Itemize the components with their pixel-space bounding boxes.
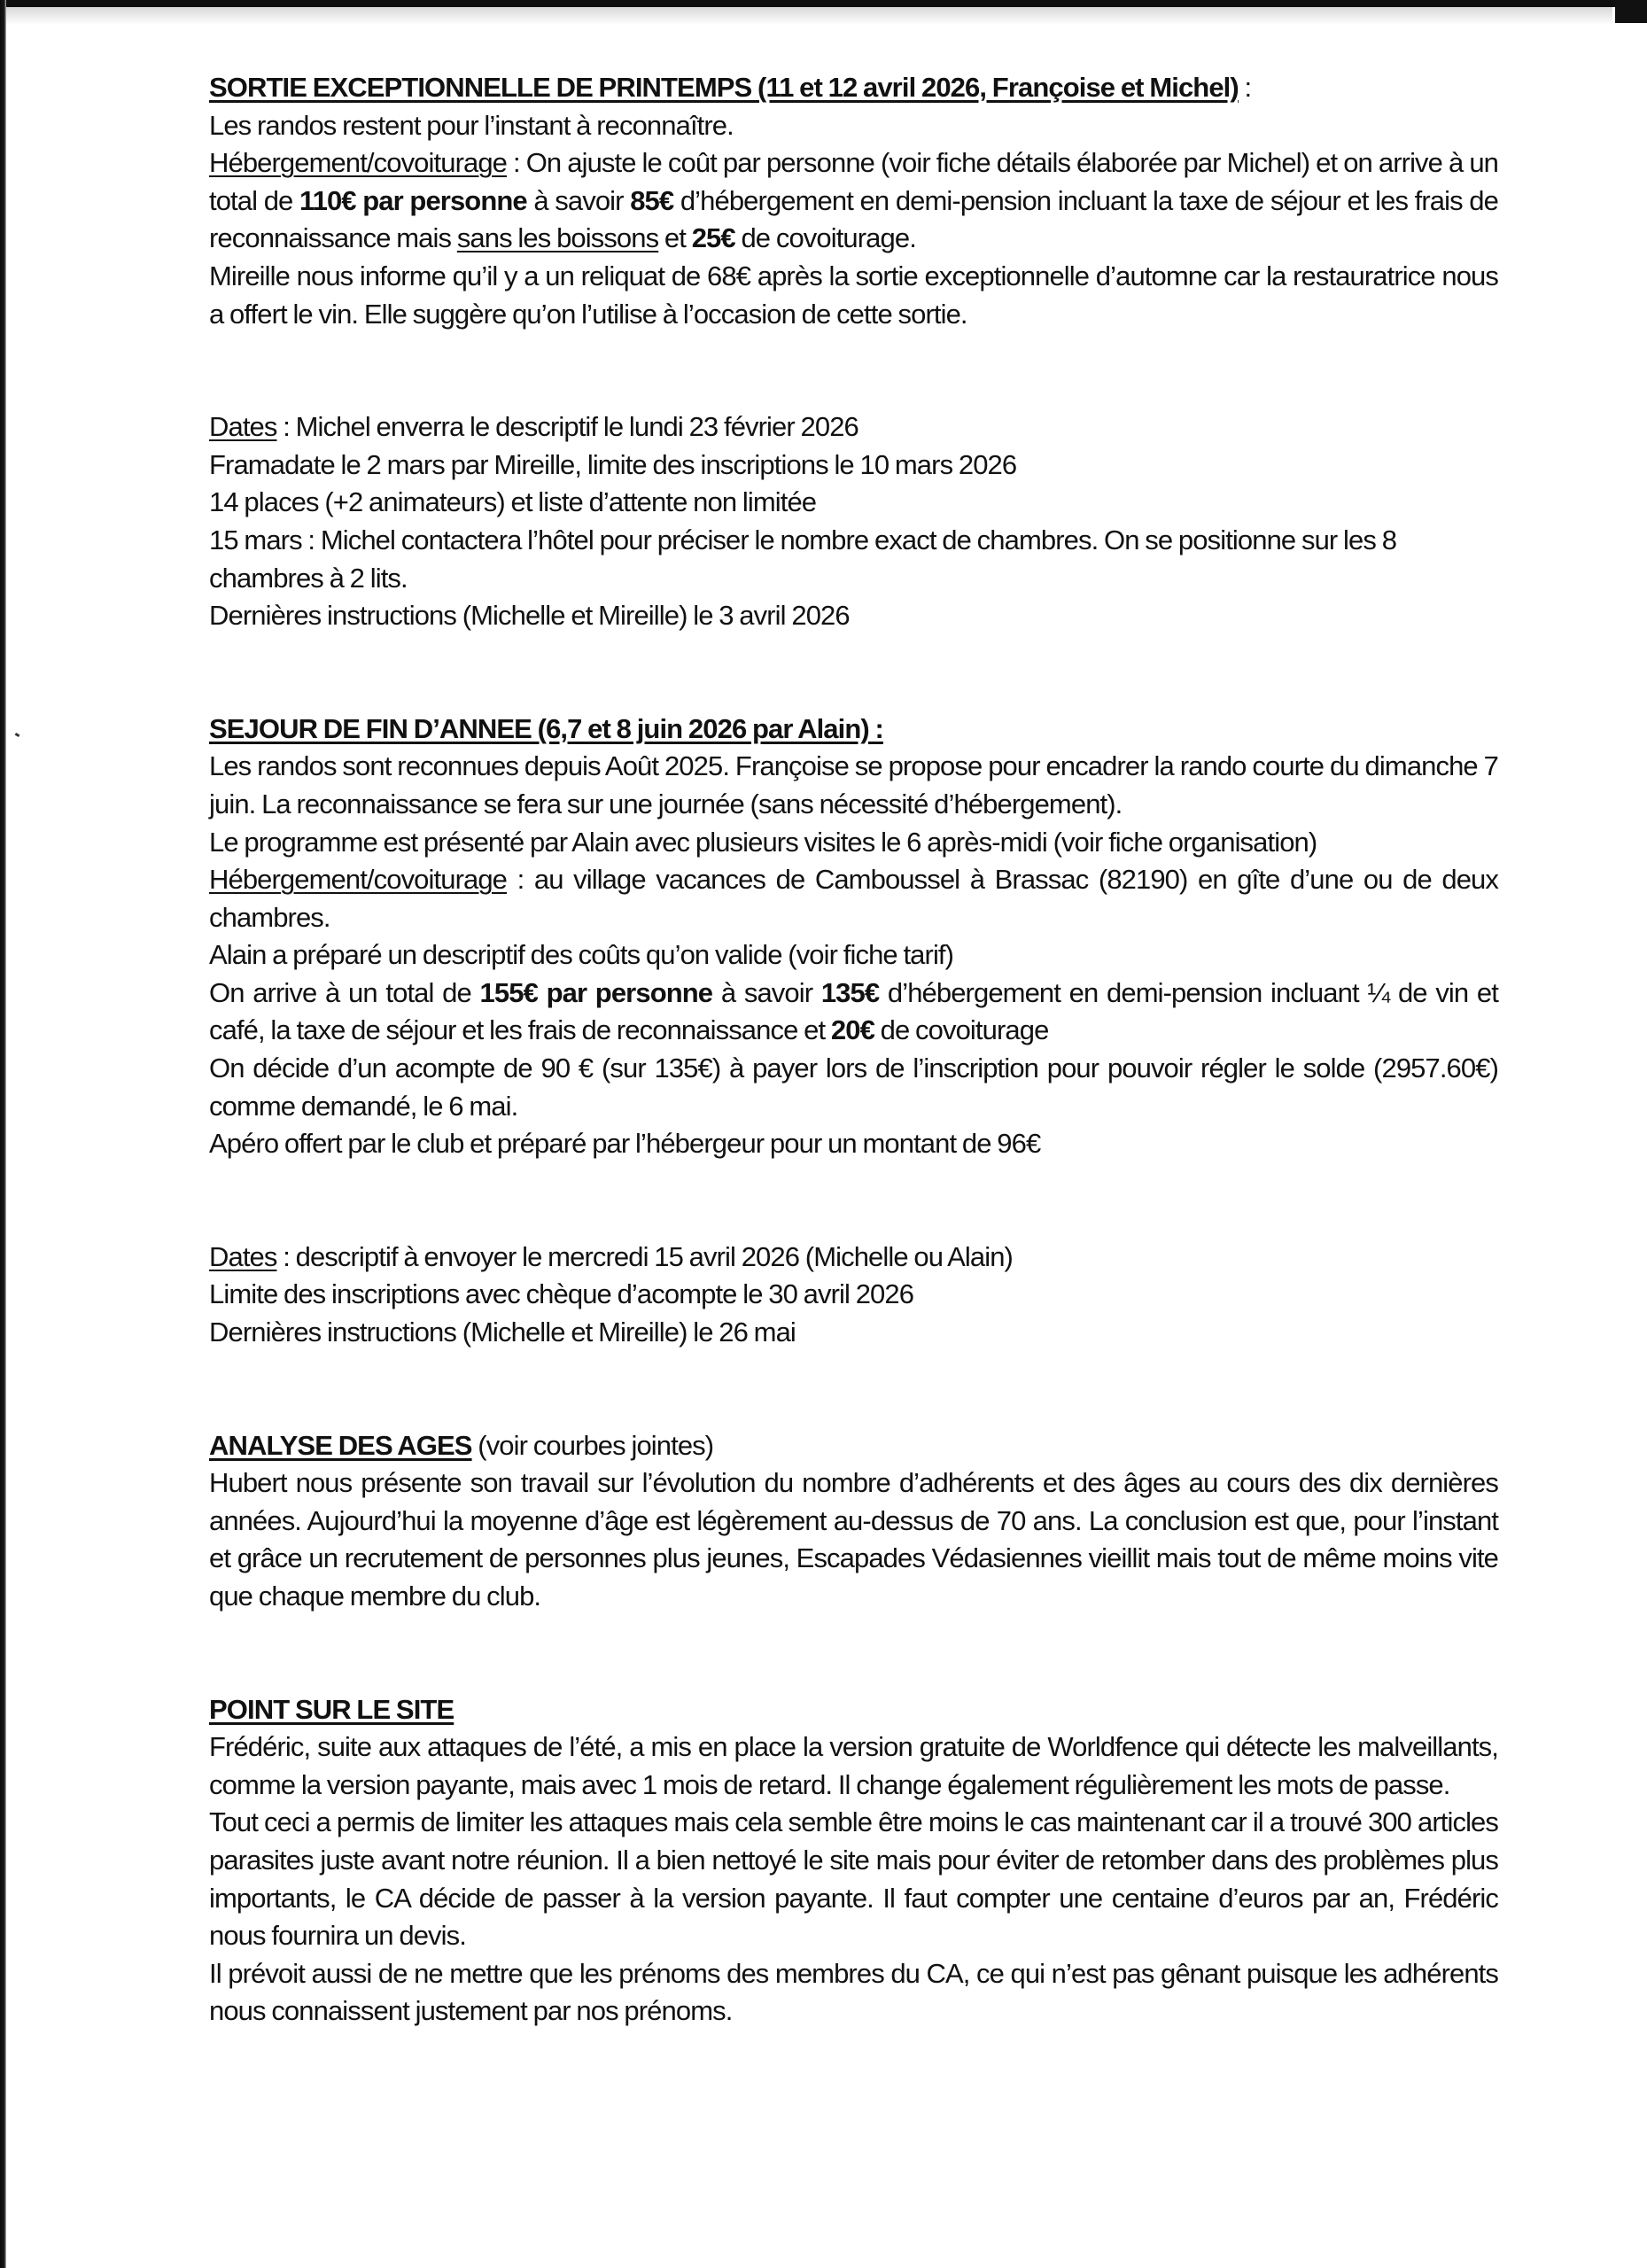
text-run: et: [658, 222, 692, 254]
text-run: d’hébergement en demi-pension incluant ¼ de vin et café, la taxe de séjour et les frais de reconnaissance et: [209, 976, 1498, 1046]
scan-top-border: [0, 0, 1647, 7]
section-sejour-fin-annee: [209, 711, 1498, 1352]
hebergement-label: Hébergement/covoiturage: [209, 147, 508, 179]
intro-text: Les randos restent pour l’instant à reconnaître.: [209, 109, 734, 141]
intro-paragraph: Les randos sont reconnues depuis Août 2025. Françoise se propose pour encadrer la rando courte du dimanche 7 juin. La reconnaissance se fera sur une journée (sans nécessité d’hébergement).: [209, 750, 1498, 819]
sans-boissons: sans les boissons: [456, 222, 659, 254]
acompte-paragraph: On décide d’un acompte de 90 € (sur 135€) à payer lors de l’inscription pour pouvoir régler le solde (2957.60€) comme demandé, le 6 mai.: [209, 1052, 1498, 1122]
total-price: 110€ par personne: [299, 184, 527, 216]
covoiturage-price: 20€: [830, 1014, 874, 1046]
section-analyse-ages: [209, 1427, 1498, 1616]
dates-label: Dates: [209, 411, 277, 443]
scan-top-shadow: [0, 7, 1612, 25]
hebergement-paragraph: [209, 861, 1498, 936]
document-page: [209, 69, 1498, 2031]
total-paragraph: [209, 975, 1498, 1050]
reliquat-paragraph: Mireille nous informe qu’il y a un reliquat de 68€ après la sortie exceptionnelle d’automne car la restauratrice nous a offert le vin. Elle suggère qu’on l’utilise à l’occasion de cette sortie.: [209, 260, 1498, 330]
section-heading-line: [209, 69, 1498, 107]
covoiturage-price: 25€: [691, 222, 735, 254]
hebergement-price: 85€: [630, 184, 674, 216]
spacer: [209, 1616, 1498, 1691]
scan-stray-mark: [15, 733, 20, 737]
site-paragraph-3: Il prévoit aussi de ne mettre que les prénoms des membres du CA, ce qui n’est pas gênant puisque les adhérents nous connaissent justement par nos prénoms.: [209, 1957, 1498, 2027]
dates-line: Dernières instructions (Michelle et Mireille) le 26 mai: [209, 1317, 796, 1348]
dates-line: [209, 408, 1498, 447]
hebergement-paragraph: [209, 144, 1498, 258]
section-heading: SORTIE EXCEPTIONNELLE DE PRINTEMPS (11 et 12 avril 2026, Françoise et Michel): [209, 72, 1239, 103]
dates-line: Dernières instructions (Michelle et Mireille) le 3 avril 2026: [209, 600, 850, 632]
spacer: [209, 635, 1498, 711]
text-run: : au village vacances de Camboussel à Brassac (82190) en gîte d’une ou de deux chambres.: [209, 864, 1498, 933]
programme-paragraph: Le programme est présenté par Alain avec plusieurs visites le 6 après-midi (voir fiche organisation): [209, 826, 1317, 858]
section-heading: POINT SUR LE SITE: [209, 1693, 454, 1725]
total-price: 155€ par personne: [479, 976, 713, 1008]
section-sortie-printemps: [209, 69, 1498, 635]
hebergement-label: Hébergement/covoiturage: [209, 864, 508, 896]
dates-line: [209, 1239, 1498, 1277]
heading-suffix: (voir courbes jointes): [471, 1429, 714, 1461]
site-paragraph-2: Tout ceci a permis de limiter les attaques mais cela semble être moins le cas maintenant car il a trouvé 300 articles parasites juste avant notre réunion. Il a bien nettoyé le site mais pour éviter de retomber dans des problèmes plus importants, le CA décide de passer à la version payante. Il faut compter une centaine d’euros par an, Frédéric nous fournira un devis.: [209, 1806, 1498, 1952]
section-heading: SEJOUR DE FIN D’ANNEE (6,7 et 8 juin 2026 par Alain) :: [209, 712, 883, 744]
text-run: On arrive à un total de: [209, 976, 480, 1008]
text-run: à savoir: [526, 184, 631, 216]
dates-line: Framadate le 2 mars par Mireille, limite des inscriptions le 10 mars 2026: [209, 448, 1017, 480]
section-heading-line: [209, 1691, 1498, 1729]
spacer: [209, 333, 1498, 408]
site-paragraph-1: Frédéric, suite aux attaques de l’été, a mis en place la version gratuite de Worldfence qui détecte les malveillants, comme la version payante, mais avec 1 mois de retard. Il change également régulièrement les mots de passe.: [209, 1731, 1498, 1800]
text-run: de covoiturage.: [734, 222, 916, 254]
hebergement-price: 135€: [820, 976, 880, 1008]
dates-first: : Michel enverra le descriptif le lundi 23 février 2026: [276, 411, 858, 443]
spacer: [209, 1352, 1498, 1427]
section-heading-line: [209, 711, 1498, 749]
ages-paragraph: Hubert nous présente son travail sur l’évolution du nombre d’adhérents et des âges au cours des dix dernières années. Aujourd’hui la moyenne d’âge est légèrement au-dessus de 70 ans. La conclusion est que, pour l’instant et grâce un recrutement de personnes plus jeunes, Escapades Védasiennes vieillit mais tout de même moins vite que chaque membre du club.: [209, 1467, 1498, 1612]
section-heading: ANALYSE DES AGES: [209, 1429, 472, 1461]
dates-label: Dates: [209, 1240, 277, 1272]
scan-left-border: [0, 0, 6, 2268]
spacer: [209, 1163, 1498, 1239]
apero-line: Apéro offert par le club et préparé par l’hébergeur pour un montant de 96€: [209, 1128, 1041, 1160]
dates-line: 14 places (+2 animateurs) et liste d’attente non limitée: [209, 486, 817, 518]
descriptif-line: Alain a préparé un descriptif des coûts qu’on valide (voir fiche tarif): [209, 939, 954, 971]
scan-corner-mark: [1615, 0, 1647, 23]
section-point-site: [209, 1691, 1498, 2031]
section-heading-line: [209, 1427, 1498, 1465]
text-run: : On ajuste le coût par personne (voir fiche détails élaborée par Michel) et on arrive à un total de: [209, 147, 1498, 216]
heading-suffix: :: [1238, 72, 1252, 103]
dates-line: Limite des inscriptions avec chèque d’acompte le 30 avril 2026: [209, 1278, 914, 1310]
text-run: d’hébergement en demi-pension incluant la taxe de séjour et les frais de reconnaissance mais: [209, 184, 1498, 254]
dates-line: 15 mars : Michel contactera l’hôtel pour préciser le nombre exact de chambres. On se positionne sur les 8 chambres à 2 lits.: [209, 524, 1397, 594]
text-run: à savoir: [712, 976, 821, 1008]
dates-first: : descriptif à envoyer le mercredi 15 avril 2026 (Michelle ou Alain): [276, 1240, 1013, 1272]
text-run: de covoiturage: [874, 1014, 1049, 1046]
